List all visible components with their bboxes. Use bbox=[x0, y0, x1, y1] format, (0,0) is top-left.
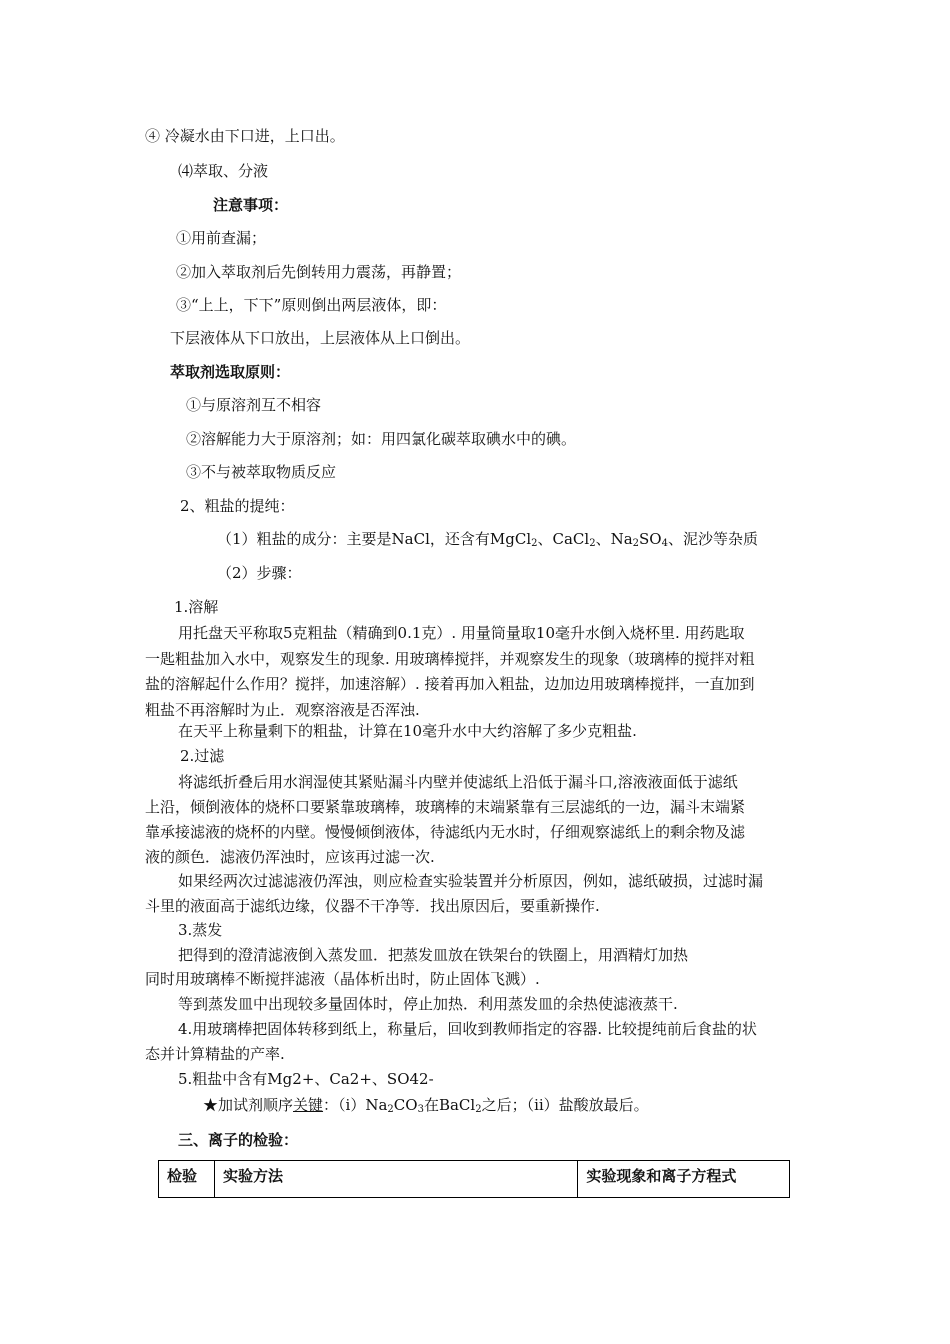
text-line: ②溶解能力大于原溶剂；如：用四氯化碳萃取碘水中的碘。 bbox=[186, 430, 577, 448]
text-line: 粗盐不再溶解时为止．观察溶液是否浑浊. bbox=[145, 701, 420, 719]
step-heading: 1.溶解 bbox=[174, 598, 219, 616]
text-line: ①用前查漏； bbox=[176, 229, 267, 247]
reagent-order-line: ★加试剂顺序关键：$(ⅰ)Na_2CO_3$在BaCl$_2$之后；（ⅱ）盐酸放最后。 bbox=[203, 1096, 649, 1115]
text-line: 用托盘天平称取5克粗盐（精确到0.1克）. 用量筒量取10毫升水倒入烧杯里. 用药匙取 bbox=[178, 624, 745, 642]
text-line: 将滤纸折叠后用水润湿使其紧贴漏斗内壁并使滤纸上沿低于漏斗口,溶液液面低于滤纸 bbox=[178, 773, 738, 791]
text-line: ④ 冷凝水由下口进，上口出。 bbox=[145, 127, 345, 145]
step-heading: 2.过滤 bbox=[180, 747, 225, 765]
principle-heading: 萃取剂选取原则： bbox=[170, 363, 291, 381]
text-line: 把得到的澄清滤液倒入蒸发皿．把蒸发皿放在铁架台的铁圈上，用酒精灯加热 bbox=[178, 946, 689, 964]
text-line: 态并计算精盐的产率. bbox=[145, 1045, 285, 1063]
text-line: ③“上上，下下”原则倒出两层液体，即： bbox=[176, 296, 447, 314]
table-header: 实验方法 bbox=[214, 1161, 577, 1198]
ion-test-table bbox=[158, 1160, 790, 1198]
key-word: 关键 bbox=[293, 1096, 324, 1114]
text-line: ①与原溶剂互不相容 bbox=[186, 396, 322, 414]
text-line: 盐的溶解起什么作用？搅拌，加速溶解）. 接着再加入粗盐，边加边用玻璃棒搅拌，一直加到 bbox=[145, 675, 755, 693]
table-header: 检验 bbox=[159, 1161, 215, 1198]
text-line: 等到蒸发皿中出现较多量固体时，停止加热．利用蒸发皿的余热使滤液蒸干. bbox=[178, 995, 678, 1013]
text-line: 5.粗盐中含有Mg2+、Ca2+、SO42- bbox=[178, 1070, 434, 1088]
text-line: 下层液体从下口放出，上层液体从上口倒出。 bbox=[170, 329, 471, 347]
section-heading: 三、离子的检验： bbox=[178, 1131, 299, 1149]
composition-line: （1）粗盐的成分：主要是NaCl，还含有MgCl$_2$、CaCl$_2$、$Na_2SO_4$、泥沙等杂质 bbox=[217, 530, 758, 549]
text-line: 一匙粗盐加入水中，观察发生的现象. 用玻璃棒搅拌，并观察发生的现象（玻璃棒的搅拌对粗 bbox=[145, 650, 755, 668]
section-heading: ⑷萃取、分液 bbox=[178, 162, 269, 180]
text-line: 在天平上称量剩下的粗盐，计算在10毫升水中大约溶解了多少克粗盐. bbox=[178, 722, 637, 740]
section-heading: 2、粗盐的提纯： bbox=[180, 497, 295, 515]
step-heading: 3.蒸发 bbox=[178, 921, 223, 939]
table-header-row bbox=[159, 1161, 790, 1198]
text-line: 液的颜色．滤液仍浑浊时，应该再过滤一次. bbox=[145, 848, 435, 866]
notes-heading: 注意事项： bbox=[213, 196, 289, 214]
table-header: 实验现象和离子方程式 bbox=[578, 1161, 790, 1198]
text-line: 同时用玻璃棒不断搅拌滤液（晶体析出时，防止固体飞溅）. bbox=[145, 970, 540, 988]
text-line: 靠承接滤液的烧杯的内壁。慢慢倾倒液体，待滤纸内无水时，仔细观察滤纸上的剩余物及滤 bbox=[145, 823, 746, 841]
text-line: （2）步骤： bbox=[217, 564, 302, 582]
text-line: 斗里的液面高于滤纸边缘，仪器不干净等．找出原因后，要重新操作. bbox=[145, 897, 600, 915]
text-line: 上沿，倾倒液体的烧杯口要紧靠玻璃棒，玻璃棒的末端紧靠有三层滤纸的一边，漏斗末端紧 bbox=[145, 798, 746, 816]
text-line: 如果经两次过滤滤液仍浑浊，则应检查实验装置并分析原因，例如，滤纸破损，过滤时漏 bbox=[178, 872, 764, 890]
text-line: ②加入萃取剂后先倒转用力震荡，再静置； bbox=[176, 263, 462, 281]
text-line: 4.用玻璃棒把固体转移到纸上，称量后，回收到教师指定的容器. 比较提纯前后食盐的状 bbox=[178, 1020, 757, 1038]
text-line: ③不与被萃取物质反应 bbox=[186, 463, 337, 481]
